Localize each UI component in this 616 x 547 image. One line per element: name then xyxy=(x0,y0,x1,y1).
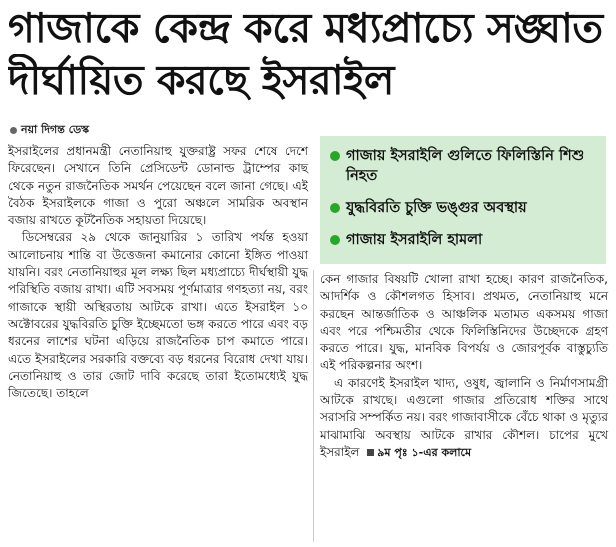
highlight-item xyxy=(330,230,606,250)
highlight-text: গাজায় ইসরাইলি হামলা xyxy=(346,232,483,248)
paragraph xyxy=(320,375,608,461)
paragraph: ইসরাইলের প্রধানমন্ত্রী নেতানিয়াহু যুক্তরাষ্ট্র সফর শেষে দেশে ফিরেছেন। সেখানে তিনি প্রেসিডেন্ট ডোনাল্ড ট্রাম্পের কাছ থেকে নতুন রাজনৈতিক সমর্থন পেয়েছেন বলে জানা গেছে। এই বৈঠক ইসরাইলকে গাজা ও পুরো অঞ্চলে সামরিক অবস্থান বজায় রাখতে কূটনৈতিক সহায়তা দিয়েছে। xyxy=(8,144,308,228)
article-column-right xyxy=(320,271,608,461)
highlight-item xyxy=(330,198,606,218)
article-column-left xyxy=(8,143,308,402)
column-divider xyxy=(313,270,314,542)
byline xyxy=(10,121,89,140)
paragraph: কেন গাজার বিষয়টি খোলা রাখা হচ্ছে। কারণ রাজনৈতিক, আদর্শিক ও কৌশলগত হিসাব। প্রথমত, নেতানিয়াহু মনে করছেন আন্তর্জাতিক ও আঞ্চলিক মতামত একসময় গাজা এবং পরে পশ্চিমতীর থেকে ফিলিস্তিনিদের উচ্ছেদকে গ্রহণ করতে পারে। যুদ্ধ, মানবিক বিপর্যয় ও জোরপূর্বক বাস্তুচ্যুতি এই পরিকল্পনার অংশ। xyxy=(320,272,608,373)
green-bullet-icon xyxy=(330,151,340,161)
headline-line-1: গাজাকে কেন্দ্র করে মধ্যপ্রাচ্যে সঙ্ঘাত xyxy=(8,4,603,52)
continued-link[interactable] xyxy=(363,446,471,459)
byline-text: নয়া দিগন্ত ডেস্ক xyxy=(21,123,90,136)
highlights-box xyxy=(320,136,606,264)
highlight-text: যুদ্ধবিরতি চুক্তি ভঙ্গুর অবস্থায় xyxy=(346,200,527,216)
headline-line-2: দীর্ঘায়িত করছে ইসরাইল xyxy=(8,56,394,104)
highlight-text: গাজায় ইসরাইলি গুলিতে ফিলিস্তিনি শিশু নিহত xyxy=(346,148,585,184)
continued-text: ৯ম পৃঃ ১-এর কলামে xyxy=(377,445,472,459)
paragraph: ডিসেম্বরের ২৯ থেকে জানুয়ারির ১ তারিখ পর্যন্ত হওয়া আলোচনায় শান্তি বা উত্তেজনা কমানোর কোনো ইঙ্গিত পাওয়া যায়নি। বরং নেতানিয়াহুর মূল লক্ষ্য ছিল মধ্যপ্রাচ্যে দীর্ঘস্থায়ী যুদ্ধ পরিস্থিতি বজায় রাখা। এটি সবসময় পূর্ণমাত্রার গণহত্যা নয়, বরং গাজাকে স্থায়ী অস্থিরতায় আটকে রাখা। এতে ইসরাইল ১০ অক্টোবরের যুদ্ধবিরতি চুক্তি ইচ্ছেমতো ভঙ্গ করতে পারে এবং বড় ধরনের লাশের ঘটনা এড়িয়ে রাজনৈতিক চাপ কমাতে পারে। এতে ইসরাইলের সরকারি বক্তব্যে বড় ধরনের বিরোধ দেখা যায়। নেতানিয়াহু ও তার জোট দাবি করেছে তারা ইতোমধ্যেই যুদ্ধ জিতেছে। তাহলে xyxy=(8,230,308,401)
bullet-icon xyxy=(10,127,17,134)
headline xyxy=(8,2,608,106)
square-bullet-icon xyxy=(367,449,374,456)
green-bullet-icon xyxy=(330,235,340,245)
paragraph-text: এ কারণেই ইসরাইল খাদ্য, ওষুধ, জ্বালানি ও নির্মাণসামগ্রী আটকে রাখছে। এগুলো গাজার প্রতিরোধ শক্তির সাথে সরাসরি সম্পর্কিত নয়। বরং গাজাবাসীকে বেঁচে থাকা ও মৃত্যুর মাঝামাঝি অবস্থায় আটকে রাখার কৌশল। চাপের মুখে ইসরাইল xyxy=(320,375,608,459)
green-bullet-icon xyxy=(330,203,340,213)
highlight-item xyxy=(330,146,606,186)
